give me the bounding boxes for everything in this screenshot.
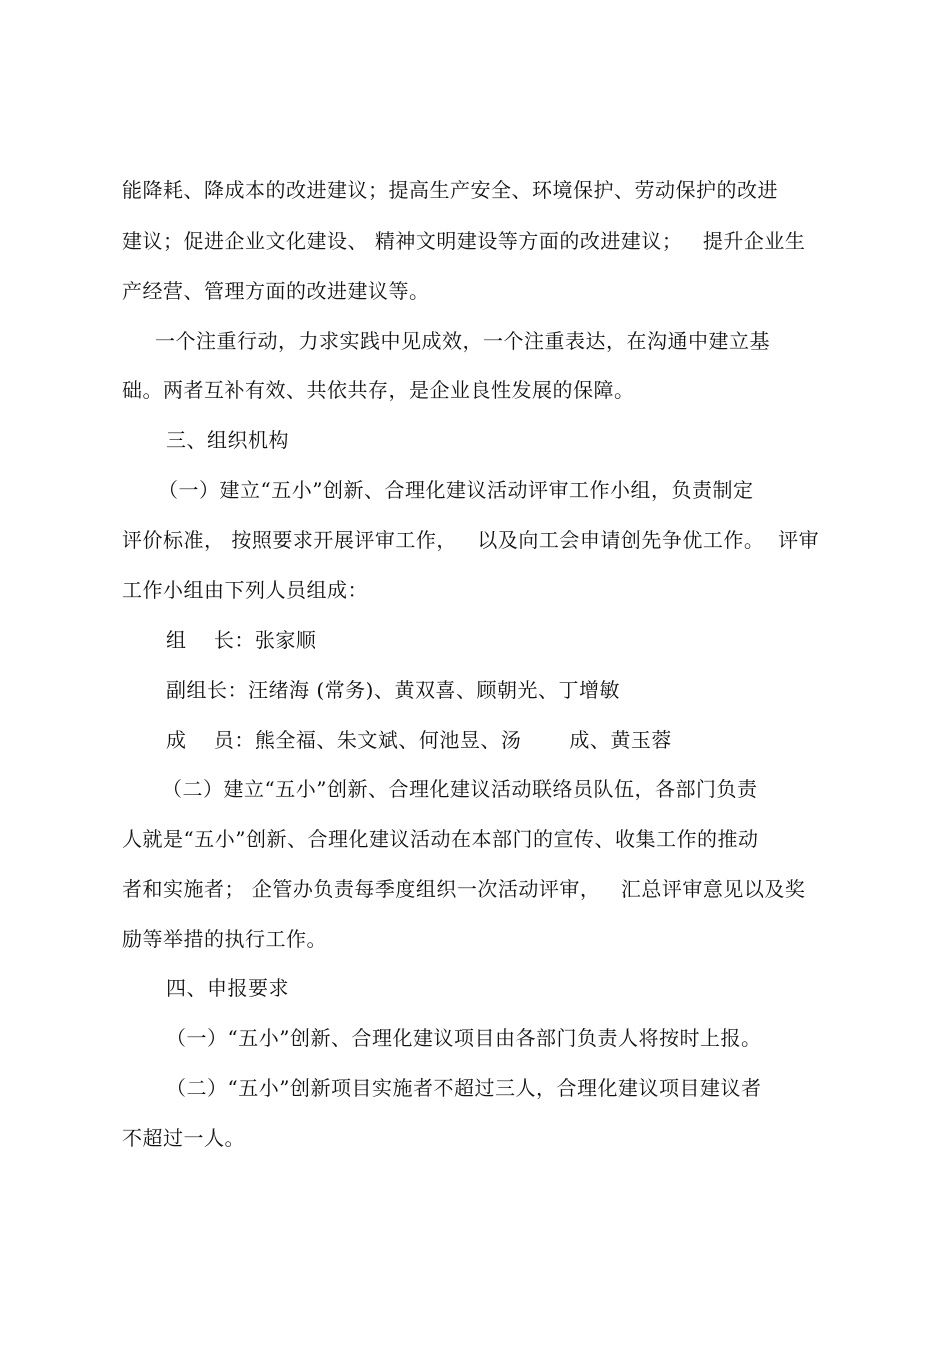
paragraph-line: 建议；促进企业文化建设、 精神文明建设等方面的改进建议； 提升企业生 [122,229,806,253]
section-heading: 三、组织机构 [166,428,289,452]
paragraph-line: 能降耗、降成本的改进建议；提高生产安全、环境保护、劳动保护的改进 [122,178,778,202]
paragraph-line: 一个注重行动，力求实践中见成效，一个注重表达，在沟通中建立基 [155,329,770,353]
paragraph-line: 人就是“五小”创新、合理化建议活动在本部门的宣传、收集工作的推动 [122,827,759,851]
paragraph-line: （二）建立“五小”创新、合理化建议活动联络员队伍，各部门负责 [162,777,758,801]
paragraph-line: （一）建立“五小”创新、合理化建议活动评审工作小组，负责制定 [158,478,754,502]
section-heading: 四、申报要求 [166,976,289,1000]
paragraph-line: 础。两者互补有效、共依共存，是企业良性发展的保障。 [122,378,635,402]
paragraph-line: 不超过一人。 [122,1126,245,1150]
paragraph-line: 者和实施者； 企管办负责每季度组织一次活动评审， 汇总评审意见以及奖 [122,877,806,901]
paragraph-line: 产经营、管理方面的改进建议等。 [122,279,430,303]
member-line: 副组长：汪绪海 (常务)、黄双喜、顾朝光、丁增敏 [166,678,620,702]
paragraph-line: 励等举措的执行工作。 [122,927,327,951]
paragraph-line: 工作小组由下列人员组成： [122,578,368,602]
member-line: 组 长：张家顺 [166,628,317,652]
member-line: 成 员：熊全福、朱文斌、何池昱、汤 成、黄玉蓉 [166,728,672,752]
paragraph-line: 评价标准， 按照要求开展评审工作， 以及向工会申请创先争优工作。 评审 [122,528,820,552]
paragraph-line: （一）“五小”创新、合理化建议项目由各部门负责人将按时上报。 [166,1026,762,1050]
paragraph-line: （二）“五小”创新项目实施者不超过三人，合理化建议项目建议者 [166,1076,762,1100]
